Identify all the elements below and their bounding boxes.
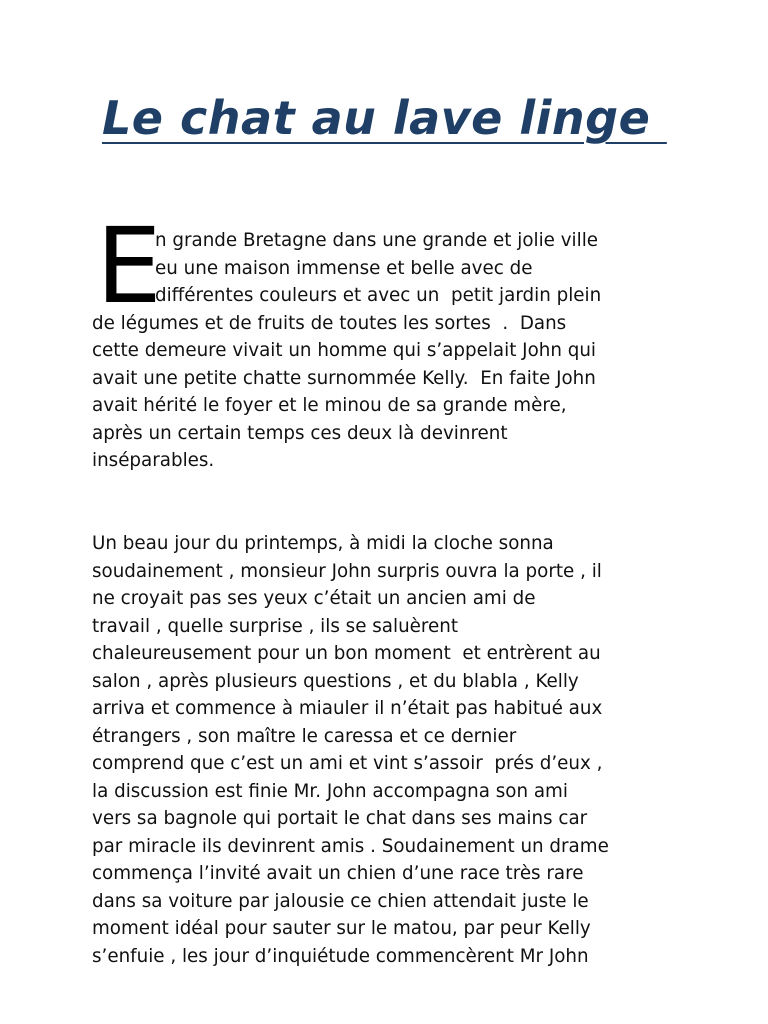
text-line: avait une petite chatte surnommée Kelly. En faite John [92,367,596,389]
text-line: par miracle ils devinrent amis . Soudainement un drame [92,835,609,857]
paragraph-intro [92,227,692,475]
text-line: n grande Bretagne dans une grande et jolie ville [155,230,599,251]
paragraph-story [92,530,692,970]
text-line: Un beau jour du printemps, à midi la cloche sonna [92,533,554,554]
drop-cap-letter: E [96,205,162,327]
document-title: Le chat au lave linge [102,91,667,145]
text-line: ne croyait pas ses yeux c’était un ancien ami de [92,588,536,609]
text-line: comprend que c’est un ami et vint s’assoir prés d’eux , [92,753,603,774]
text-line: dans sa voiture par jalousie ce chien attendait juste le [92,890,589,912]
text-line: soudainement , monsieur John surpris ouvra la porte , il [92,560,602,582]
text-line: cette demeure vivait un homme qui s’appelait John qui [92,340,597,361]
text-line: différentes couleurs et avec un petit jardin plein [155,285,602,306]
text-line: eu une maison immense et belle avec de [155,257,533,279]
text-line: vers sa bagnole qui portait le chat dans ses mains car [92,808,588,829]
text-line: inséparables. [92,450,215,471]
text-line: avait hérité le foyer et le minou de sa grande mère, [92,395,567,416]
text-line: moment idéal pour sauter sur le matou, par peur Kelly [92,918,591,939]
text-line: commença l’invité avait un chien d’une race très rare [92,863,584,884]
text-line: travail , quelle surprise , ils se saluèrent [92,615,459,637]
text-line: étrangers , son maître le caressa et ce dernier [92,725,517,747]
text-line: après un certain temps ces deux là devinrent [92,422,508,444]
text-line: salon , après plusieurs questions , et du blabla , Kelly [92,670,579,692]
text-line: de légumes et de fruits de toutes les sortes . Dans [92,312,567,334]
text-line: s’enfuie , les jour d’inquiétude commencèrent Mr John [92,945,589,967]
text-line: la discussion est finie Mr. John accompagna son ami [92,780,568,802]
text-line: chaleureusement pour un bon moment et entrèrent au [92,643,601,664]
text-line: arriva et commence à miauler il n’était pas habitué aux [92,698,603,719]
